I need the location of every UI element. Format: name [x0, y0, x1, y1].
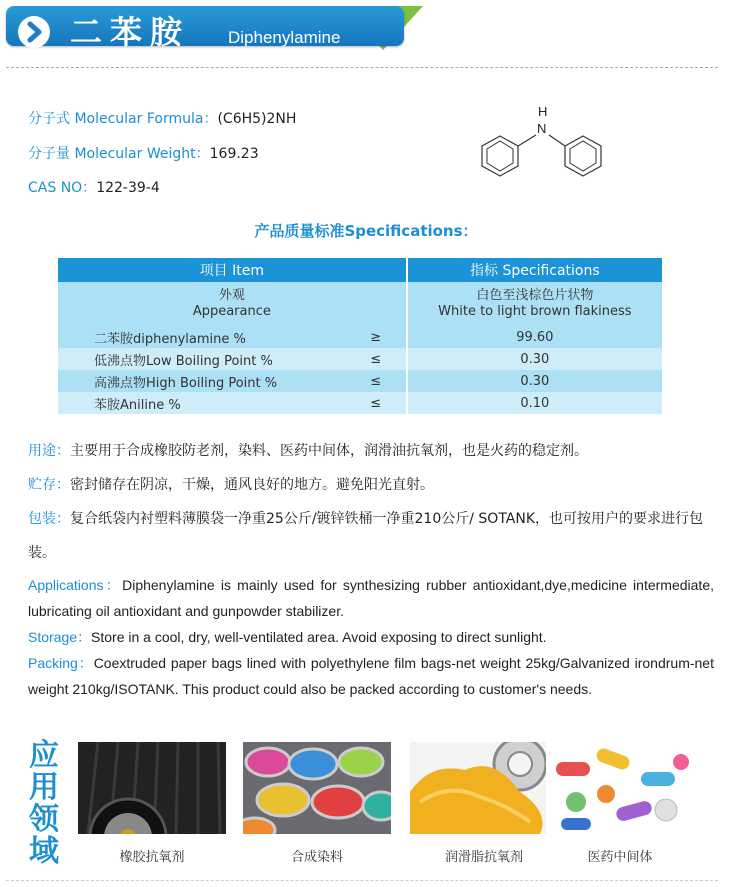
spec-title: 产品质量标准Specifications：	[254, 222, 478, 240]
col-item-header: 项目 Item	[58, 258, 407, 282]
cn-packing-text: 复合纸袋内衬塑料薄膜袋一净重25公斤/镀锌铁桶一净重210公斤/ SOTANK，也可按用户的要求进行包装。	[28, 511, 704, 561]
cas-value: 122-39-4	[96, 180, 160, 196]
heading-char: 域	[29, 834, 59, 869]
en-storage-text: Store in a cool, dry, well-ventilated area. Avoid exposing to direct sunlight.	[91, 629, 547, 645]
col-spec-header: 指标 Specifications	[407, 258, 662, 282]
en-description	[28, 572, 714, 702]
appearance-item-cell	[58, 282, 407, 326]
diphenylamine-structure-diagram	[470, 104, 610, 188]
app-caption: 医药中间体	[587, 850, 653, 865]
en-applications	[28, 572, 714, 624]
atom-h: H	[538, 104, 548, 119]
cn-storage-paragraph	[28, 468, 718, 502]
table-row	[58, 348, 662, 370]
cn-storage-label: 贮存：	[28, 477, 70, 493]
en-packing	[28, 650, 714, 702]
table-row	[58, 392, 662, 414]
row-operator: ≤	[346, 370, 407, 392]
en-storage	[28, 624, 714, 650]
app-caption: 合成染料	[290, 850, 343, 865]
heading-char: 用	[29, 770, 59, 805]
row-operator: ≤	[346, 392, 407, 414]
cas-label: CAS NO：	[28, 180, 97, 196]
row-value: 0.10	[407, 392, 662, 414]
lubricating-grease-image	[410, 742, 558, 834]
row-value: 0.30	[407, 348, 662, 370]
applications-heading	[24, 740, 64, 868]
en-app-label: Applications：	[28, 577, 123, 593]
formula-value: (C6H5)2NH	[217, 111, 297, 127]
rubber-tire-image	[78, 742, 226, 834]
appearance-cn: 外观	[218, 288, 245, 303]
cn-use-label: 用途：	[28, 443, 70, 459]
row-value: 0.30	[407, 370, 662, 392]
row-item: 苯胺Aniline %	[58, 392, 346, 414]
chevron-right-icon	[18, 16, 50, 48]
page-title-en: Diphenylamine	[228, 28, 341, 47]
row-item: 低沸点物Low Boiling Point %	[58, 348, 346, 370]
medicine-pills-image	[546, 742, 694, 834]
row-value: 99.60	[407, 326, 662, 348]
row-operator: ≤	[346, 348, 407, 370]
divider	[6, 67, 718, 68]
en-storage-label: Storage：	[28, 629, 92, 645]
weight-line	[28, 143, 259, 163]
atom-n: N	[537, 121, 547, 136]
table-row	[58, 326, 662, 348]
appearance-value-en: White to light brown flakiness	[438, 304, 632, 319]
cas-line	[28, 177, 160, 197]
row-item: 二苯胺diphenylamine %	[58, 326, 346, 348]
weight-value: 169.23	[209, 146, 259, 162]
row-item: 高沸点物High Boiling Point %	[58, 370, 346, 392]
spec-header-row	[58, 258, 662, 282]
cn-packing-paragraph	[28, 502, 718, 570]
appearance-value-cell	[407, 282, 662, 326]
appearance-value-cn: 白色至浅棕色片状物	[476, 288, 594, 303]
cn-packing-label: 包装：	[28, 511, 70, 527]
cn-use-paragraph	[28, 434, 718, 468]
bottom-divider	[6, 880, 718, 881]
en-packing-label: Packing：	[28, 655, 94, 671]
page-title-cn: 二苯胺	[70, 13, 191, 51]
table-row	[58, 370, 662, 392]
cn-storage-text: 密封储存在阴凉，干燥，通风良好的地方。避免阳光直射。	[70, 477, 434, 493]
row-operator: ≥	[346, 326, 407, 348]
app-caption: 橡胶抗氧剂	[119, 850, 185, 865]
heading-char: 领	[29, 802, 59, 837]
formula-line	[28, 108, 296, 128]
heading-char: 应	[29, 738, 59, 773]
en-app-text: Diphenylamine is mainly used for synthesizing rubber antioxidant,dye,medicine intermediate, lubricating oil antioxidant and gunpowder stabilizer.	[28, 577, 714, 619]
en-packing-text: Coextruded paper bags lined with polyethylene film bags-net weight 25kg/Galvanized irondrum-net weight 210kg/ISOTANK. This product could also be packed according to customer's needs.	[28, 655, 714, 697]
appearance-en: Appearance	[192, 304, 271, 319]
appearance-row	[58, 282, 662, 326]
formula-label: 分子式 Molecular Formula：	[28, 111, 218, 127]
app-caption: 润滑脂抗氧剂	[444, 850, 523, 865]
title-bar	[6, 6, 404, 51]
paint-cans-image	[243, 742, 391, 834]
spec-table	[58, 258, 662, 414]
weight-label: 分子量 Molecular Weight：	[28, 146, 210, 162]
cn-use-text: 主要用于合成橡胶防老剂，染料、医药中间体，润滑油抗氧剂，也是火药的稳定剂。	[70, 443, 588, 459]
